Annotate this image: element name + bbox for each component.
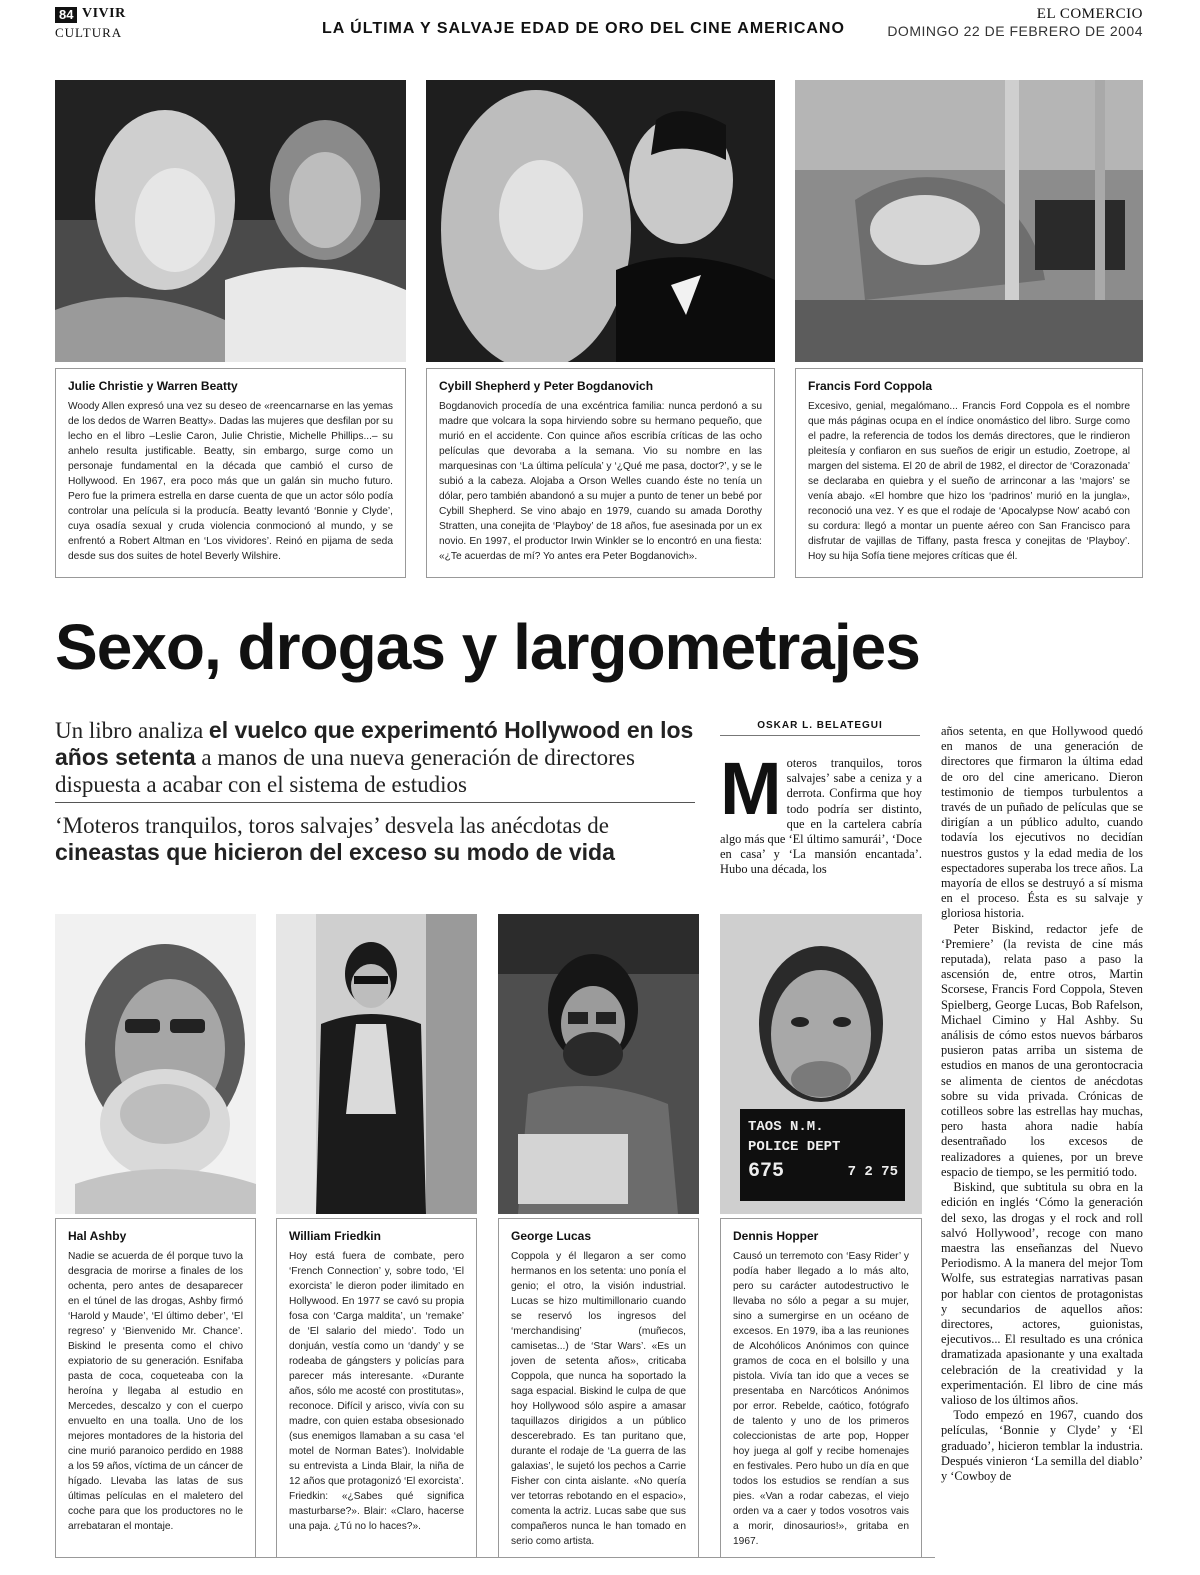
drop-cap: M: [720, 756, 782, 830]
page-kicker: LA ÚLTIMA Y SALVAJE EDAD DE ORO DEL CINE AMERICANO: [322, 20, 845, 37]
profile-name: Julie Christie y Warren Beatty: [68, 379, 238, 393]
profile-shepherd-bogdanovich: [426, 368, 775, 578]
photo-dennis-hopper: [720, 914, 922, 1214]
subsection-label: CULTURA: [55, 25, 123, 40]
article-paragraph: Biskind, que subtitula su obra en la edición en inglés ‘Cómo la generación del sexo, las drogas y el rock and roll salvó Hollywood’, recoge con mano maestra las enseñanzas del Nuevo Periodismo. A la manera del mejor Tom Wolfe, sus estrategias narrativas pasan por hablar con cientos de protagonistas y secundarios de aquellos años: directores, actores, guionistas, ejecutivos... El resultado es una crónica dramatizada apasionante y una exaltada celebración de la creatividad y la experimentación. El libro de cine más valioso de los últimos años.: [941, 1180, 1143, 1407]
photo-george-lucas: [498, 914, 699, 1214]
profile-text: Nadie se acuerda de él porque tuvo la desgracia de morirse a finales de los ochenta, pero antes de desaparecer en el túnel de las drogas, Ashby firmó ‘Harold y Maude’, ‘El último deber’, ‘El regreso’ y ‘Bienvenido Mr. Chance’. Biskind le presenta como el chivo expiatorio de su generación. Esnifaba pasta de coca, coqueteaba con la heroína y llegaba al estudio en Mercedes, descalzo y con el cuerpo envuelto en una toalla. Uno de los mejores montadores de la historia del cine murió paranoico perdido en 1988 a los 59 años, víctima de un cáncer de hígado. Llevaba las latas de sus últimas películas en el maletero del coche para que los productores no le arrebataran el montaje.: [68, 1251, 243, 1532]
deck-primary-a: Un libro analiza: [55, 718, 209, 743]
article-intro: oteros tranquilos, toros salvajes’ sabe a ceniza y a derrota. Confirma que hoy todo podría ser distinto, que en la cartelera cabría algo más que ‘El último samurái’, ‘Doce en casa’ y ‘La mansión encantada’. Hubo una década, los: [720, 756, 922, 876]
deck-primary-b: el vuelco que experimentó Hollywood en los años setenta: [55, 717, 694, 770]
mugshot-line-2: POLICE DEPT: [748, 1139, 841, 1155]
mugshot-date: 7 2 75: [847, 1164, 898, 1180]
article-paragraph: años setenta, en que Hollywood quedó en manos de una generación de directores que firmaron la última edad de oro del cine americano. Dieron testimonio de tiempos turbulentos a través de un puñado de películas que se dirigían a un público adulto, cuando todavía los ejecutivos no decidían nuestros gustos y la edad media de los espectadores superaba los trece años. La mayoría de ellos se destruyó a sí misma en el proceso. Ésta es su salvaje y gloriosa historia.: [941, 724, 1143, 921]
profile-name: Cybill Shepherd y Peter Bogdanovich: [439, 379, 654, 393]
issue-date: DOMINGO 22 DE FEBRERO DE 2004: [887, 23, 1143, 39]
photo-william-friedkin: [276, 914, 477, 1214]
mugshot-line-1: TAOS N.M.: [748, 1119, 824, 1135]
profile-text: Causó un terremoto con ‘Easy Rider’ y podía haber llegado a lo más alto, pero su carácter autodestructivo le llevaba no sólo a pegar a su mujer, sino a sumergirse en un océano de excesos. En 1979, iba a las reuniones de Alcohólicos Anónimos con quince gramos de coca en el bolsillo y una pistola. Vivía tan ido que a veces se presentaba en Narcóticos Anónimos por error. Rebelde, caótico, fotógrafo de talento y uno de los primeros coleccionistas de arte pop, Hopper hoy juega al golf y recibe homenajes en festivales. Pero hubo un día en que todos los estudios se rendían a sus pies. «Van a rodar cabezas, el viejo orden va a caer y todos vosotros vais a morir, dinosaurios!», gritaba en 1967.: [733, 1251, 909, 1547]
section-label: VIVIR: [82, 6, 126, 21]
mugshot-board: [748, 1117, 898, 1187]
profile-text: Bogdanovich procedía de una excéntrica familia: nunca perdonó a su madre que volcara la sopa hirviendo sobre su hermano pequeño, que murió en el accidente. Con quince años escribía críticas de las ocho películas que devoraba a la semana. Vio su nombre en las marquesinas con ‘La última película’ y ‘¿Qué me pasa, doctor?’, y se le subió a la cabeza. Alojaba a Orson Welles cuando éste no tenía un dólar, pero también abandonó a su mujer a punto de tener un bebé por Cybill Shepherd. Se vino abajo en 1979, cuando su amada Dorothy Stratten, una conejita de ‘Playboy’ de 18 años, fue asesinada por un ex novio. En 1997, el productor Irwin Winkler se lo encontró en una fiesta: «¿Te acuerdas de mí? Yo antes era Peter Bogdanovich».: [439, 401, 762, 562]
mugshot-line-3: [748, 1157, 898, 1187]
deck-secondary: [55, 812, 695, 866]
profile-christie-beatty: [55, 368, 406, 578]
profile-coppola: [795, 368, 1143, 578]
profile-name: William Friedkin: [289, 1229, 381, 1243]
profile-text: Excesivo, genial, megalómano... Francis Ford Coppola es el nombre que más páginas ocupa en el índice onomástico del libro. Surge como el padre, la referencia de todos los demás directores, que le rindieron pleitesía y confiaron en sus sueños de erigir un estudio, Zoetrope, al margen del sistema. El 20 de abril de 1982, el director de ‘Corazonada’ se declaraba en quiebra y el sueño de arrinconar a las ‘majors’ se venía abajo. «El hombre que hizo los ‘padrinos’ murió en la jungla», reconoció una vez. Y es que el rodaje de ‘Apocalypse Now’ acabó con su cordura: llegó a montar un puente aéreo con San Francisco para disfrutar de vajillas de Tiffany, pasta fresca y conejitas de ‘Playboy’. Hoy su hija Sofía tiene mejores críticas que él.: [808, 401, 1130, 562]
deck-divider: [55, 802, 695, 803]
profile-text: Hoy está fuera de combate, pero ‘French Connection’ y, sobre todo, ‘El exorcista’ le dieron poder ilimitado en Hollywood. En 1977 se cavó su propia fosa con ‘Carga maldita’, un ‘remake’ de ‘El salario del miedo’. Todo un donjuán, vestía como un ‘dandy’ y se rodeaba de gángsters y policías para parecer más interesante. «Durante años, sólo me acosté con prostitutas», reconoce. Difícil y arisco, vivía con su madre, con quien estaba obsesionado (sus enemigos llamaban a su casa ‘el motel de Norman Bates’). Inolvidable su entrevista a Linda Blair, la niña de 12 años que protagonizó ‘El exorcista’. Friedkin: «¿Sabes qué significa masturbarse?». Blair: «Claro, hacerse una paja. ¿Tú no lo haces?».: [289, 1251, 464, 1532]
deck-secondary-b: cineastas que hicieron del exceso su modo de vida: [55, 839, 615, 865]
byline: OSKAR L. BELATEGUI: [720, 720, 920, 736]
photo-shepherd-bogdanovich: [426, 80, 775, 362]
article-col-1: [720, 756, 922, 876]
profile-william-friedkin: [276, 1218, 477, 1557]
article-paragraph: Peter Biskind, redactor jefe de ‘Premiere’ (la revista de cine más reputada), relata paso a paso la ascensión de, entre otros, Martin Scorsese, Francis Ford Coppola, Steven Spielberg, George Lucas, Bob Rafelson, Michael Cimino y Hal Ashby. Su análisis de cómo estos nuevos bárbaros pusieron patas arriba un sistema de estudios en manos de una gerontocracia se alimenta de cientos de anécdotas sobre su vida privada. Crónicas de cotilleos sobre las estrellas hay muchas, pero hasta ahora nadie había desentrañado los excesos de realizadores a quienes, por un breve espacio de tiempo, se les permitió todo.: [941, 921, 1143, 1179]
profile-george-lucas: [498, 1218, 699, 1557]
photo-christie-beatty: [55, 80, 406, 362]
profile-text: Woody Allen expresó una vez su deseo de «reencarnarse en las yemas de los dedos de Warren Beatty». Dadas las mujeres que desfilan por su lecho en el libro –Leslie Caron, Julie Christie, Michelle Phillips...– su anhelo resulta justificable. Beatty, sin embargo, surge como un personaje fundamental en la década que cambió el curso de Hollywood. En 1967, era poco más que un galán sin mucho futuro. Pero fue la primera estrella en darse cuenta de que un actor sólo podía controlar una película si la producía. Beatty levantó ‘Bonnie y Clyde’, cuya osadía sexual y cruda violencia conmocionó al mundo, y se enfrentó a Robert Altman en ‘Los vividores’. Reinó en pijama de seda desde sus dos suites de hotel Beverly Wilshire.: [68, 401, 393, 562]
article-col-2: [941, 724, 1143, 1566]
profile-hal-ashby: [55, 1218, 256, 1557]
photo-coppola: [795, 80, 1143, 362]
article-paragraph: Todo empezó en 1967, cuando dos películas, ‘Bonnie y Clyde’ y ‘El graduado’, hicieron temblar la industria. Después vinieron ‘La semilla del diablo’ y ‘Cowboy de: [941, 1408, 1143, 1483]
mugshot-number: 675: [748, 1160, 785, 1183]
deck-primary-c: a manos de una nueva generación de directores dispuesta a acabar con el sistema de estudios: [55, 745, 635, 797]
profile-name: Hal Ashby: [68, 1229, 127, 1243]
profile-name: George Lucas: [511, 1229, 592, 1243]
photo-hal-ashby: [55, 914, 256, 1214]
profile-name: Dennis Hopper: [733, 1229, 819, 1243]
bottom-rule: [55, 1557, 935, 1558]
profile-dennis-hopper: [720, 1218, 922, 1557]
page-number: 84: [55, 7, 77, 23]
deck-secondary-a: ‘Moteros tranquilos, toros salvajes’ desvela las anécdotas de: [55, 813, 609, 838]
headline: Sexo, drogas y largometrajes: [55, 611, 920, 683]
newspaper-name: EL COMERCIO: [1036, 6, 1143, 22]
deck-primary: [55, 717, 695, 798]
profile-text: Coppola y él llegaron a ser como hermanos en los setenta: uno ponía el genio; el otro, la visión industrial. Lucas se hizo multimillonario cuando se reservó los ingresos del ‘merchandising’ (muñecos, camisetas...) de ‘Star Wars’. «Es un joven de setenta años», criticaba Coppola, que nunca ha soportado la saga espacial. Biskind le culpa de que hoy Hollywood sólo aspire a amasar taquillazos dirigidos a un público descerebrado. Es tan puritano que, durante el rodaje de ‘La guerra de las galaxias’, le sujetó los pechos a Carrie Fisher con cinta aislante. «No quería ver tetorras rebotando en el espacio», comenta la actriz. Lucas sabe que sus compañeros nunca le han tomado en serio como artista.: [511, 1251, 686, 1547]
profile-name: Francis Ford Coppola: [808, 379, 933, 393]
